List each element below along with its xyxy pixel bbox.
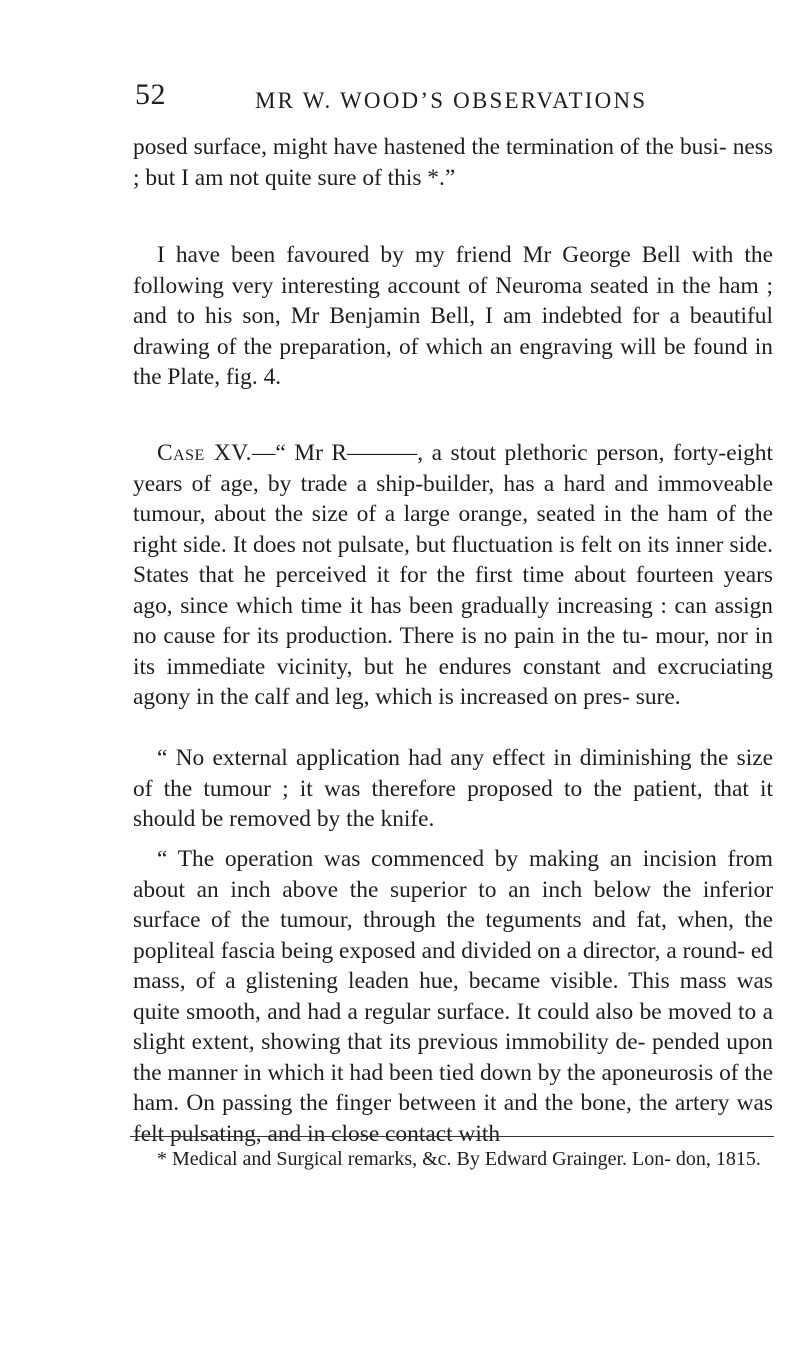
paragraph-text: “ No external application had any effect in diminishing the size of the tumour ; it was therefore proposed to the patient, that it should be removed by the knife.	[133, 745, 773, 832]
paragraph-continuation	[133, 132, 773, 193]
paragraph-operation	[133, 844, 773, 1149]
paragraph-introduction	[133, 240, 773, 393]
footnote-divider	[130, 1136, 774, 1137]
paragraph-case-xv	[133, 438, 773, 713]
paragraph-treatment	[133, 743, 773, 835]
case-text: —“ Mr R———, a stout plethoric person, forty-eight years of age, by trade a ship-builder, has a hard and immoveable tumour, about the size of a large orange, seated in the ham of the right side. It does not pulsate, but fluctuation is felt on its inner side. States that he perceived it for the first time about fourteen years ago, since which time it has been gradually increasing : can assign no cause for its production. There is no pain in the tu- mour, nor in its immediate vicinity, but he endures constant and excruciating agony in the calf and leg, which is increased on pres- sure.	[133, 440, 773, 710]
running-head: MR W. WOOD’S OBSERVATIONS	[255, 88, 648, 113]
paragraph-text: “ The operation was commenced by making an incision from about an inch above the superior to an inch below the inferior surface of the tumour, through the teguments and fat, when, the popliteal fascia being exposed and divided on a director, a round- ed mass, of a glistening leaden hue, became visible. This mass was quite smooth, and had a regular surface. It could also be moved to a slight extent, showing that its previous immobility de- pended upon the manner in which it had been tied down by the aponeurosis of the ham. On passing the finger between it and the bone, the artery was felt pulsating, and in close contact with	[133, 846, 773, 1147]
paragraph-text	[133, 438, 773, 713]
case-label: Case XV.	[157, 440, 252, 466]
page-header	[135, 78, 785, 118]
footnote	[133, 1146, 773, 1172]
paragraph-text: I have been favoured by my friend Mr George Bell with the following very interesting account of Neuroma seated in the ham ; and to his son, Mr Benjamin Bell, I am indebted for a beautiful drawing of the preparation, of which an engraving will be found in the Plate, fig. 4.	[133, 242, 773, 390]
paragraph-text: posed surface, might have hastened the termination of the busi- ness ; but I am not quite sure of this *.”	[133, 134, 773, 191]
page-number: 52	[135, 78, 166, 111]
footnote-text: * Medical and Surgical remarks, &c. By Edward Grainger. Lon- don, 1815.	[157, 1148, 761, 1170]
